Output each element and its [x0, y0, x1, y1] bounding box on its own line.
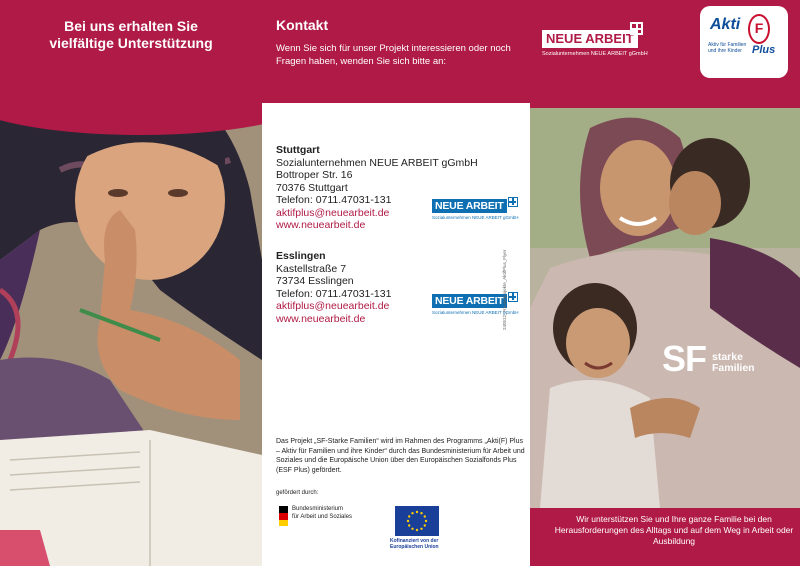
location-zip: 73734 Esslingen — [276, 275, 354, 287]
footer-text: Wir unterstützen Sie und Ihre ganze Familie bei den Herausforderungen des Alltags und auf dem Weg in Arbeit oder Ausbildung — [554, 514, 794, 546]
photo-family — [530, 108, 800, 508]
funded-by-label: gefördert durch: — [276, 490, 319, 496]
location-city: Esslingen — [276, 250, 326, 262]
left-heading: Bei uns erhalten Sie vielfältige Unterstützung — [49, 18, 213, 51]
logo-cross-icon — [508, 197, 518, 207]
location-street: Kastellstraße 7 — [276, 262, 347, 275]
photo-woman-writing — [0, 60, 262, 566]
logo-cross-icon — [508, 292, 518, 302]
logo-subtitle: Sozialunternehmen NEUE ARBEIT gGmbH — [542, 51, 648, 57]
website-link[interactable]: www.neuearbeit.de — [276, 312, 366, 325]
neue-arbeit-logo — [432, 294, 524, 320]
sf-initials: SF — [662, 338, 707, 379]
right-panel — [530, 0, 800, 566]
logo-subtitle: Sozialunternehmen NEUE ARBEIT gGmbH — [432, 215, 519, 220]
location-phone: Telefon: 0711.47031-131 — [276, 287, 392, 300]
location-city: Stuttgart — [276, 144, 320, 156]
aktif-f-mark: F — [748, 14, 770, 44]
german-eagle-icon — [279, 506, 288, 526]
aktif-subtitle: Aktiv für Familien und ihre Kinder — [708, 42, 747, 54]
location-org: Sozialunternehmen NEUE ARBEIT gGmbH — [276, 156, 478, 169]
logo-subtitle: Sozialunternehmen NEUE ARBEIT gGmbH — [432, 310, 519, 315]
aktif-plus: Plus — [752, 44, 776, 56]
logo-wordmark: NEUE ARBEIT — [542, 30, 638, 48]
logo-wordmark: NEUE ARBEIT — [432, 199, 507, 213]
email-link[interactable]: aktifplus@neuearbeit.de — [276, 300, 390, 312]
eu-caption: Kofinanziert von der Europäischen Union — [390, 538, 439, 550]
sf-name: starke Familien — [712, 351, 755, 374]
logo-cross-icon — [630, 22, 643, 35]
bmas-logo — [276, 506, 376, 532]
location-phone: Telefon: 0711.47031-131 — [276, 194, 392, 206]
bmas-name: Bundesministerium für Arbeit und Soziales — [292, 506, 353, 520]
neue-arbeit-logo — [542, 18, 652, 62]
contact-intro: Wenn Sie sich für unser Projekt interessieren oder noch Fragen haben, wenden Sie sich bitte an: — [276, 43, 511, 67]
email-link[interactable]: aktifplus@neuearbeit.de — [276, 206, 390, 219]
aktif-wordmark: Akti — [710, 16, 741, 33]
website-link[interactable]: www.neuearbeit.de — [276, 219, 366, 231]
footer-band — [530, 508, 800, 566]
neue-arbeit-logo — [432, 199, 524, 225]
eu-flag-icon — [395, 506, 439, 536]
sf-logo — [662, 338, 772, 388]
contact-heading: Kontakt — [276, 17, 329, 33]
funding-text: Das Projekt „SF-Starke Familien“ wird im Rahmen des Programms „Akti(F) Plus – Aktiv für Familien und ihre Kinder“ durch das Bundesministerium für Arbeit und Soziales und die Europäische Union über den Europäischen Sozialfonds Plus (ESF Plus) gefördert. — [276, 438, 525, 474]
print-code: 240512_Frauenprojekte_AktifPlus_Flyer — [502, 249, 507, 330]
middle-panel — [262, 0, 530, 566]
left-panel — [0, 0, 262, 566]
aktif-plus-logo — [700, 6, 788, 78]
logo-wordmark: NEUE ARBEIT — [432, 294, 507, 308]
location-zip: 70376 Stuttgart — [276, 181, 348, 194]
location-street: Bottroper Str. 16 — [276, 169, 353, 181]
